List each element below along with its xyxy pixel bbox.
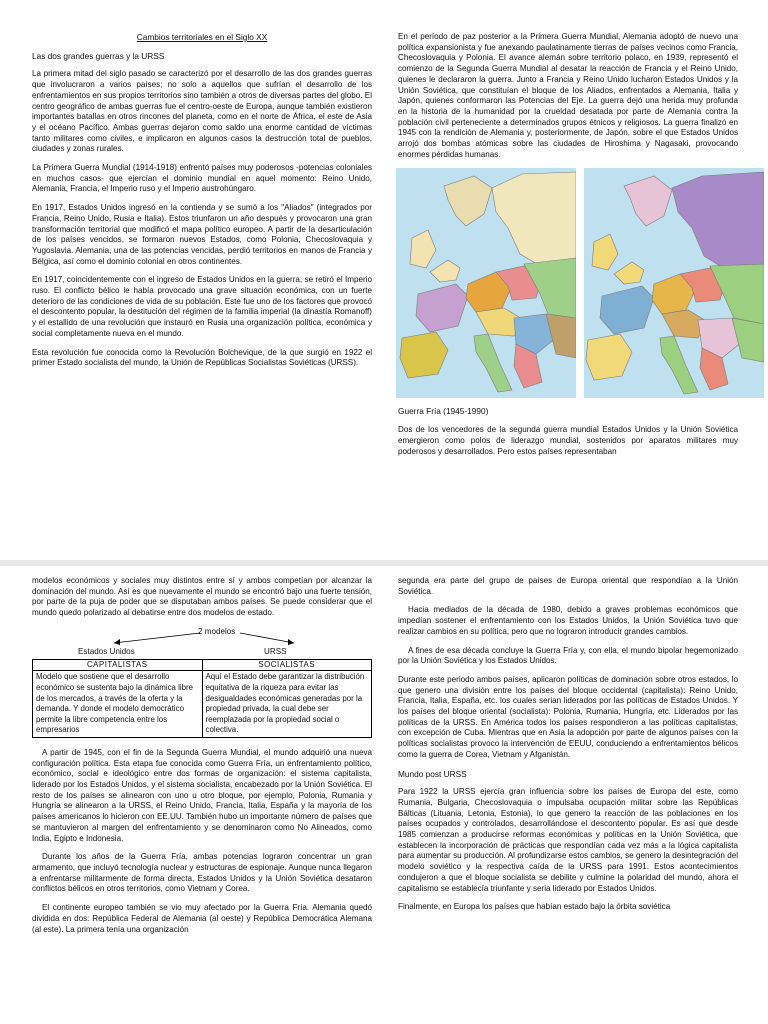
paragraph: Finalmente, en Europa los países que habían estado bajo la órbita soviética <box>398 902 671 912</box>
paragraph: Dos de los vencedores de la segunda guerra mundial Estados Unidos y la Unión Soviética emergieron como polos de liderazgo mundial, sostenidos por aparatos militares muy poderosos y desarrollados. Pero estos países representaban <box>398 425 738 456</box>
paragraph: segunda era parte del grupo de países de Europa oriental que respondían a la Unión Soviética. <box>398 576 738 596</box>
paragraph: Para 1922 la URSS ejercía gran influencia sobre los países de Europa del este, como Rumania, Bulgaria, Checoslovaquia o impulsaba ocupación militar sobre las Repúblicas Bálticas (Lituania, Letonia, Estonia), lo que genero la reacción de las poblaciones en los países ocupados y controlados, desarrollándose el descontento popular. Es así que desde 1985 comienzan a producirse reformas económicas y políticas en la Unión Soviética, que establecen la incorporación de prácticas que respondían cada vez más a la lógica capitalista para aumentar su producción. Al profundizarse estos cambios, se genero la desintegración del modelo soviético y la respectiva caída de la URSS para 1991. Estos acontecimientos condujeron a que el bloque socialista se debilite y culmine la polaridad del mundo, ahora el capitalismo se establecía triunfante y seria liderado por Estados Unidos. <box>398 787 738 893</box>
socialist-header: SOCIALISTAS <box>202 659 372 671</box>
europe-maps <box>396 168 766 398</box>
paragraph: Durante este periodo ambos países, aplicaron políticas de dominación sobre otros estados, lo que genero una división entre los países del bloque occidental (capitalista): Reino Unido, Francia, Italia, España, etc. los cuales serian liderados por las políticas de Estados Unidos. Y los países del bloque oriental (socialista): Polonia, Rumania, Hungría, etc. Liderados por las políticas de la URSS. En América todos los países respondieron a las políticas capitalistas, con excepción de Cuba. Mientras que en Asia la adopción por parte de algunos países con la políticas socialistas provoco la intervención de EEUU, conduciendo a enfrentamientos bélicos como la guerra de Corea, Vietnam y Afganistán. <box>398 674 738 759</box>
page-title: Cambios territoriales en el Siglo XX <box>136 32 268 42</box>
models-table <box>32 659 372 738</box>
urss-label: URSS <box>264 646 287 656</box>
usa-label: Estados Unidos <box>78 646 135 656</box>
right-column <box>398 576 738 921</box>
document-page-2 <box>0 566 768 1024</box>
left-column <box>32 576 372 943</box>
paragraph: A partir de 1945, con el fin de la Segunda Guerra Mundial, el mundo adquirió una nueva configuración política. Esta etapa fue conocida como Guerra Fría, un enfrentamiento político, económico, social e ideológico entre dos formas de organización: el sistema capitalista, liderado por los Estados Unidos, y el sistema socialista, encabezado por la Unión Soviética. El resto de los países se alinearon con uno u otro bloque, por ejemplo, Polonia, Rumania y Hungría se alinearon a la URSS, el Reino Unido, Francia, Italia, España y la mayoría de los países americanos lo hicieron con EE.UU. También hubo un importante número de países que se mantuvieron al margen del enfrentamiento y se denominaron como No Alineados, como India, Egipto e Indonesia. <box>32 747 372 843</box>
paragraph: Hacia mediados de la década de 1980, debido a graves problemas económicos que impedían sostener el enfrentamiento con los Estados Unidos, la Unión Soviética tuvo que realizar cambios en su política, pero que no lograron introducir grandes cambios. <box>398 605 738 636</box>
capitalist-header: CAPITALISTAS <box>33 659 203 671</box>
left-column <box>32 32 372 377</box>
paragraph: La Primera Guerra Mundial (1914-1918) enfrentó países muy poderosos -potencias coloniales en muchos casos- que ejercían el dominio mundial en aquel momento: Reino Unido, Alemania, Francia, el Imperio ruso y el Imperio austrohúngaro. <box>32 163 372 194</box>
europe-map-2 <box>584 168 764 398</box>
models-label: 2 modelos <box>198 626 236 636</box>
paragraph: En 1917, Estados Unidos ingresó en la contienda y se sumó a los "Aliados" (integrados por Francia, Reino Unido, Rusia e Italia). Estos triunfaron un año después y provocaron una gran transformación territorial que modificó el mapa político europeo. A partir de la desarticulación de los países vencidos, se formaron nuevos Estados, como Polonia, Checoslovaquia y Yugoslavia. Alemania, una de las potencias vencidas, perdió territorios en manos de Francia y Bélgica, así como el dominio colonial en otros continentes. <box>32 203 372 266</box>
section-heading: Mundo post URSS <box>398 768 467 779</box>
section-heading: Guerra Fría (1945-1990) <box>398 406 489 417</box>
paragraph: A fines de esa década concluye la Guerra Fría y, con ella, el mundo bipolar hegemonizado por la Unión Soviética y los Estados Unidos. <box>398 645 738 666</box>
socialist-description: Aquí el Estado debe garantizar la distribución equitativa de la riqueza para evitar las desigualdades económicas generadas por la propiedad privada, la cual debe ser reemplazada por la propiedad social o colectiva. <box>202 671 372 738</box>
europe-map-1 <box>396 168 576 398</box>
paragraph: Esta revolución fue conocida como la Revolución Bolchevique, de la que surgió en 1922 el primer Estado socialista del mundo, la Unión de Repúblicas Socialistas Soviéticas (URSS). <box>32 347 372 368</box>
paragraph: En el período de paz posterior a la Primera Guerra Mundial, Alemania adoptó de nuevo una política expansionista y fue anexando paulatinamente tierras de países vecinos como Francia, Checoslovaquia y Polonia. El avance alemán sobre territorio polaco, en 1939, representó el comienzo de la Segunda Guerra Mundial al desatar la reacción de Francia y el Reino Unido, quienes le declararon la guerra. Junto a Francia y Reino Unido lucharon Estados Unidos y la Unión Soviética, que constituían el bloque de los Aliados, enfrentados a Alemania, Italia y Japón, quienes conformaron las Potencias del Eje. La guerra dejó una herida muy profunda en la historia de la humanidad por la crueldad desatada por parte de Alemania contra la población civil perteneciente a determinados grupos étnicos y religiosos. La guerra finalizó en 1945 con la rendición de Alemania y, posteriormente, de Japón, sobre el que Estados Unidos arrojó dos bombas atómicas sobre las ciudades de Hiroshima y Nagasaki, provocando enormes pérdidas humanas. <box>398 32 738 159</box>
paragraph: Durante los años de la Guerra Fría, ambas potencias lograron concentrar un gran armamento, que incluyó tecnología nuclear y estructuras de espionaje. Aunque nunca llegaron a enfrentarse militarmente de forma directa, Estados Unidos y la Unión Soviética desataron conflictos bélicos en otros territorios, como Vietnam y Corea. <box>32 852 372 894</box>
section-heading: Las dos grandes guerras y la URSS <box>32 50 165 61</box>
right-column <box>398 32 738 465</box>
paragraph: La primera mitad del siglo pasado se caracterizó por el desarrollo de las dos grandes guerras que involucraron a varios países; no solo a aquellos que sufrían el desarrollo de los enfrentamientos en sus propios territorios sino también a otros de diversas partes del globo. El centro geográfico de ambas guerras fue el centro-oeste de Europa, aunque también existieron importantes batallas en otros rincones del planeta, como en el norte de África, el este de Asia y el océano Pacífico. Ambas guerras dejaron como saldo una enorme cantidad de víctimas tanto militares como civiles, e implicaron en algunos casos la destrucción total de pueblos, ciudades y zonas rurales. <box>32 69 372 154</box>
paragraph: En 1917, coincidentemente con el ingreso de Estados Unidos en la guerra, se retiró el Imperio ruso. El conflicto bélico le había provocado una grave situación económica, con un fuerte deterioro de las condiciones de vida de su población. Este fue uno de los factores que provocó el descontento popular, la destitución del régimen de la familia imperial (la dinastía Romanoff) y el estallido de una revolución que instauró en Rusia una organización política, económica y social completamente nueva en el mundo. <box>32 275 372 338</box>
paragraph: modelos económicos y sociales muy distintos entre sí y ambos competían por alcanzar la dominación del mundo. Así es que nuevamente el mundo se encontró bajo una fuerte tensión, por parte de la puja de poder que se disputaban ambos países. Se puede considerar que el mundo quedo polarizado al debatirse entre dos modelos de estado. <box>32 576 372 618</box>
paragraph: El continente europeo también se vio muy afectado por la Guerra Fría. Alemania quedó dividida en dos: República Federal de Alemania (al oeste) y República Democrática Alemana (al este). La primera tenía una organización <box>32 903 372 934</box>
models-diagram <box>32 627 372 659</box>
capitalist-description: Modelo que sostiene que el desarrollo económico se sustenta bajo la dinámica libre de los mercados, a través de la oferta y la demanda. Y donde el modelo democrático permite la libre competencia entre los empresarios <box>33 671 203 738</box>
